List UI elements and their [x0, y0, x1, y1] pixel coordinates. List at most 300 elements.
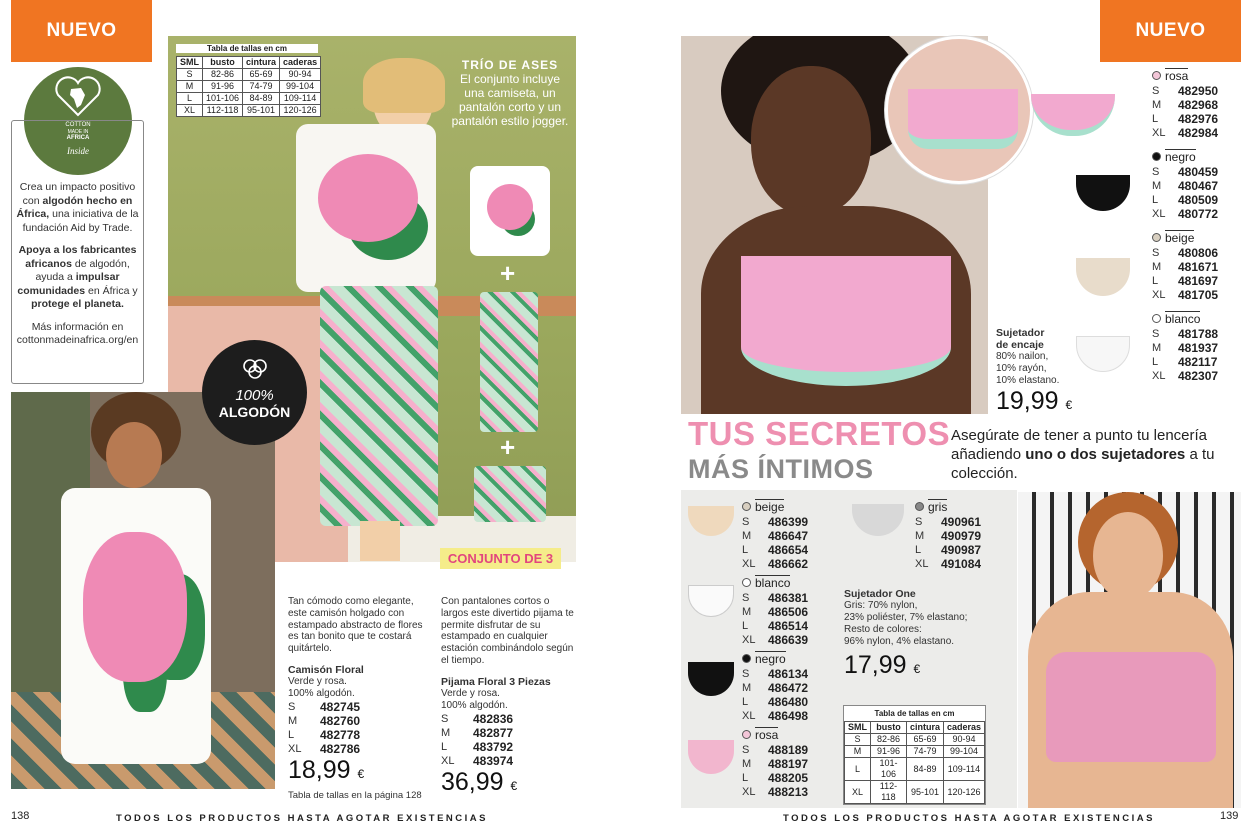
product-code: 483792	[473, 739, 514, 754]
color-dot-icon	[742, 502, 751, 511]
pijama-name: Pijama Floral 3 Piezas	[441, 675, 551, 688]
product-code: 481705	[1178, 288, 1219, 302]
one-bra-thumb-beige	[686, 498, 736, 544]
size-code-row	[742, 785, 832, 799]
size-table-row	[845, 758, 985, 781]
lace-bra-color-list	[1152, 68, 1242, 392]
color-header	[742, 499, 832, 514]
page-number-left: 138	[11, 810, 30, 822]
cotton-badge-pct: 100%	[235, 387, 274, 404]
product-code: 480467	[1178, 179, 1219, 193]
color-dot-icon	[742, 578, 751, 587]
color-name: beige	[755, 500, 785, 514]
color-header	[742, 651, 832, 666]
size-table-cell: 101-106	[203, 93, 243, 105]
size-label: S	[742, 592, 750, 604]
product-code: 490987	[941, 543, 982, 557]
size-label: S	[742, 668, 750, 680]
size-label: M	[288, 714, 298, 727]
size-table-cell: 65-69	[906, 734, 943, 746]
size-label: S	[742, 744, 750, 756]
size-table-cell: 91-96	[871, 746, 907, 758]
size-label: L	[1152, 275, 1159, 287]
size-table-row	[845, 781, 985, 804]
lace-bra-comp-2: 10% rayón,	[996, 363, 1047, 374]
nightdress-flower	[83, 532, 187, 682]
size-table-header: SML	[845, 722, 871, 734]
size-table-cell: XL	[177, 105, 203, 117]
color-name: gris	[928, 500, 948, 514]
product-code: 486480	[768, 695, 809, 709]
size-label: M	[1152, 99, 1162, 111]
color-variant-rosa	[742, 727, 832, 799]
product-code: 482976	[1178, 112, 1219, 126]
color-variant-blanco	[742, 575, 832, 647]
size-code-row	[1152, 288, 1242, 302]
size-table-cell: 84-89	[243, 93, 280, 105]
size-code-row	[441, 740, 576, 754]
size-table-cell: 74-79	[906, 746, 943, 758]
size-label: L	[441, 740, 448, 753]
color-header	[915, 499, 1005, 514]
pink-one-bra	[1046, 652, 1216, 762]
size-table-cell: 101-106	[871, 758, 907, 781]
pijama-size-list	[441, 712, 576, 768]
color-name: blanco	[1165, 312, 1201, 326]
pijama-product	[441, 596, 576, 800]
size-table-cell: 95-101	[906, 781, 943, 804]
one-bra-comp-2: 23% poliéster, 7% elastano;	[844, 612, 968, 623]
size-table-row	[177, 69, 321, 81]
product-code: 490961	[941, 515, 982, 529]
size-code-row	[742, 543, 832, 557]
product-code: 480772	[1178, 207, 1219, 221]
africa-heart-icon	[53, 75, 103, 117]
size-label: M	[742, 606, 752, 618]
one-bra-thumb-blanco	[686, 577, 736, 627]
size-table-cell: L	[845, 758, 871, 781]
one-bra-thumb-gris	[850, 496, 906, 546]
size-label: XL	[742, 786, 756, 798]
size-table-header: busto	[203, 57, 243, 69]
lace-bra-thumb-rosa	[1023, 80, 1123, 150]
cotton-info-p3: Más información en cottonmadeinafrica.org/en	[16, 320, 139, 346]
nightdress-photo	[11, 392, 275, 789]
product-code: 482778	[320, 727, 361, 742]
model-face-3	[751, 66, 871, 216]
size-table-bra-caption: Tabla de tallas en cm	[874, 709, 955, 718]
size-label: XL	[742, 634, 756, 646]
size-code-row	[288, 728, 433, 742]
size-label: L	[1152, 113, 1159, 125]
size-label: XL	[1152, 127, 1166, 139]
pants-thumb	[480, 292, 538, 432]
size-table-bra-wrap	[843, 705, 986, 805]
product-code: 491084	[941, 557, 982, 571]
size-code-row	[288, 742, 433, 756]
size-table-header: caderas	[943, 722, 984, 734]
model-face-2	[106, 422, 162, 488]
cotton-info-p1: Crea un impacto positivo con algodón hecho en África, una iniciativa de la fundación Aid by Trade.	[16, 181, 139, 234]
one-bra-price: 17,99 €	[844, 651, 921, 679]
size-table-header: cintura	[243, 57, 280, 69]
plus-sign-1: +	[500, 258, 516, 288]
product-code: 490979	[941, 529, 982, 543]
size-label: XL	[1152, 370, 1166, 382]
size-table-header: cintura	[906, 722, 943, 734]
size-table-cell: 112-118	[871, 781, 907, 804]
logo-line2: MADE IN	[67, 129, 89, 135]
product-code: 482950	[1178, 84, 1219, 98]
product-code: 481671	[1178, 260, 1219, 274]
color-dot-icon	[1152, 314, 1161, 323]
size-code-row	[441, 726, 576, 740]
size-table-row	[845, 746, 985, 758]
camison-price: 18,99 €	[288, 755, 365, 784]
size-table-cell: 82-86	[871, 734, 907, 746]
trio-text	[451, 58, 569, 128]
lace-bra-name-l2: de encaje	[996, 339, 1044, 351]
tagline: Asegúrate de tener a punto tu lencería añadiendo uno o dos sujetadores a tu colección.	[951, 427, 1215, 482]
size-label: S	[441, 712, 449, 725]
cotton-info-box	[11, 120, 144, 384]
color-dot-icon	[1152, 71, 1161, 80]
size-code-row	[288, 700, 433, 714]
one-bra-thumb-rosa	[686, 732, 736, 784]
cotton-flower-icon	[240, 356, 270, 382]
size-code-row	[441, 754, 576, 768]
size-table-row	[177, 93, 321, 105]
color-header	[1152, 311, 1242, 326]
size-label: XL	[288, 742, 302, 755]
cotton-badge-label: ALGODÓN	[218, 404, 291, 420]
product-code: 482836	[473, 711, 514, 726]
cotton-100-badge	[202, 340, 307, 445]
lace-bra-comp-3: 10% elastano.	[996, 375, 1060, 386]
product-code: 481788	[1178, 327, 1219, 341]
bra-back-detail	[885, 36, 1033, 184]
product-code: 480459	[1178, 165, 1219, 179]
model-legs	[360, 521, 400, 561]
size-table-cell: 84-89	[906, 758, 943, 781]
size-code-row	[742, 667, 832, 681]
size-code-row	[441, 712, 576, 726]
size-code-row	[1152, 246, 1242, 260]
size-code-row	[742, 591, 832, 605]
color-name: blanco	[755, 576, 791, 590]
lace-bra-thumb-blanco	[1072, 328, 1134, 380]
size-label: M	[441, 726, 451, 739]
color-dot-icon	[1152, 152, 1161, 161]
size-code-row	[915, 515, 1005, 529]
size-label: L	[742, 620, 749, 632]
size-code-row	[1152, 126, 1242, 140]
size-code-row	[1152, 179, 1242, 193]
product-code: 486514	[768, 619, 809, 633]
nuevo-badge-left: NUEVO	[11, 0, 152, 62]
size-table-cell: 95-101	[243, 105, 280, 117]
size-table-cell: S	[845, 734, 871, 746]
size-code-row	[742, 757, 832, 771]
headline	[688, 416, 950, 486]
color-variant-blanco	[1152, 311, 1242, 383]
size-code-row	[915, 557, 1005, 571]
size-code-row	[1152, 207, 1242, 221]
size-code-row	[915, 529, 1005, 543]
color-header	[1152, 149, 1242, 164]
color-variant-negro	[742, 651, 832, 723]
trio-title: TRÍO DE ASES	[461, 58, 559, 72]
size-table-cell: 109-114	[280, 93, 321, 105]
size-label: M	[915, 530, 925, 542]
size-label: XL	[915, 558, 929, 570]
camison-product	[288, 596, 433, 802]
product-code: 488205	[768, 771, 809, 785]
color-header	[1152, 68, 1242, 83]
pijama-details: Verde y rosa.	[441, 687, 500, 699]
camison-desc: Tan cómodo como elegante, este camisón holgado con estampado abstracto de flores es tan bonito que te costará quitártelo.	[288, 596, 423, 655]
size-label: S	[1152, 328, 1160, 340]
size-table-cell: S	[177, 69, 203, 81]
color-name: rosa	[1165, 69, 1189, 83]
headline-line2: MÁS ÍNTIMOS	[688, 454, 874, 484]
product-code: 480509	[1178, 193, 1219, 207]
product-code: 486639	[768, 633, 809, 647]
size-code-row	[742, 771, 832, 785]
size-code-row	[742, 619, 832, 633]
model-face-4	[1093, 512, 1163, 600]
size-label: S	[1152, 247, 1160, 259]
camison-size-note: Tabla de tallas en la página 128	[288, 789, 422, 801]
color-variant-beige	[742, 499, 832, 571]
size-code-row	[1152, 369, 1242, 383]
size-label: M	[1152, 261, 1162, 273]
size-label: L	[1152, 356, 1159, 368]
conjunto-label: CONJUNTO DE 3	[440, 548, 561, 569]
footer-left: TODOS LOS PRODUCTOS HASTA AGOTAR EXISTENCIAS	[116, 813, 488, 824]
size-code-row	[1152, 98, 1242, 112]
model-pants	[320, 286, 438, 526]
product-code: 481937	[1178, 341, 1219, 355]
size-label: XL	[1152, 289, 1166, 301]
size-code-row	[742, 709, 832, 723]
lace-bra-name-l1: Sujetador	[996, 327, 1045, 339]
size-label: M	[1152, 180, 1162, 192]
product-code: 482117	[1178, 355, 1218, 369]
lace-bra-comp-1: 80% nailon,	[996, 351, 1049, 362]
size-label: M	[742, 682, 752, 694]
size-table-header: busto	[871, 722, 907, 734]
nuevo-badge-right: NUEVO	[1100, 0, 1241, 62]
color-variant-beige	[1152, 230, 1242, 302]
size-code-row	[742, 515, 832, 529]
product-code: 482984	[1178, 126, 1219, 140]
pink-bra-model-photo	[1018, 492, 1241, 808]
product-code: 486654	[768, 543, 809, 557]
size-table-row	[845, 734, 985, 746]
color-name: rosa	[755, 728, 779, 742]
size-table-header: SML	[177, 57, 203, 69]
product-code: 482745	[320, 699, 361, 714]
size-table-cell: 109-114	[943, 758, 984, 781]
color-variant-gris	[915, 499, 1005, 571]
size-label: L	[288, 728, 295, 741]
size-label: S	[1152, 166, 1160, 178]
size-code-row	[1152, 274, 1242, 288]
logo-tag: Inside	[67, 146, 89, 156]
tshirt-thumb	[470, 166, 550, 256]
pijama-material: 100% algodón.	[441, 699, 508, 711]
size-table-row	[177, 81, 321, 93]
color-header	[742, 575, 832, 590]
product-code: 488189	[768, 743, 809, 757]
size-label: L	[915, 544, 922, 556]
size-code-row	[742, 681, 832, 695]
size-table-bra	[844, 721, 985, 804]
size-table-row	[177, 105, 321, 117]
color-variant-negro	[1152, 149, 1242, 221]
size-code-row	[1152, 260, 1242, 274]
product-code: 482968	[1178, 98, 1219, 112]
product-code: 482307	[1178, 369, 1219, 383]
tshirt-flower	[318, 154, 418, 242]
plus-sign-2: +	[500, 432, 516, 462]
size-table-cell: 91-96	[203, 81, 243, 93]
pink-lace-bra	[741, 256, 951, 386]
color-header	[1152, 230, 1242, 245]
size-label: L	[1152, 194, 1159, 206]
one-bra-comp-1: Gris: 70% nylon,	[844, 600, 918, 611]
product-code: 482786	[320, 741, 361, 756]
color-dot-icon	[742, 730, 751, 739]
camison-material: 100% algodón.	[288, 687, 355, 699]
one-bra-comp-3: Resto de colores:	[844, 624, 922, 635]
size-label: L	[742, 544, 749, 556]
size-label: L	[742, 772, 749, 784]
size-table-cell: 120-126	[280, 105, 321, 117]
headline-line1: TUS SECRETOS	[688, 415, 951, 452]
size-label: S	[742, 516, 750, 528]
one-bra-thumb-negro	[686, 654, 736, 704]
size-label: XL	[441, 754, 455, 767]
product-code: 482877	[473, 725, 514, 740]
one-bra-name: Sujetador One	[844, 588, 916, 600]
lace-bra-thumb-negro	[1072, 165, 1134, 220]
size-code-row	[288, 714, 433, 728]
footer-right: TODOS LOS PRODUCTOS HASTA AGOTAR EXISTENCIAS	[783, 813, 1155, 824]
size-code-row	[1152, 327, 1242, 341]
size-table-cell: 120-126	[943, 781, 984, 804]
trio-body: El conjunto incluye una camiseta, un pantalón corto y un pantalón estilo jogger.	[451, 72, 569, 128]
product-code: 483974	[473, 753, 514, 768]
product-code: 486399	[768, 515, 809, 529]
lace-bra-thumb-beige	[1072, 248, 1134, 306]
size-code-row	[915, 543, 1005, 557]
color-variant-rosa	[1152, 68, 1242, 140]
product-code: 486498	[768, 709, 809, 723]
color-dot-icon	[742, 654, 751, 663]
size-code-row	[742, 557, 832, 571]
pijama-desc: Con pantalones cortos o largos este divertido pijama te permite disfrutar de su estampado en cualquier estación combinándolo según el tiempo.	[441, 596, 574, 666]
size-label: M	[742, 530, 752, 542]
size-table-cell: M	[845, 746, 871, 758]
size-code-row	[1152, 355, 1242, 369]
size-label: S	[1152, 85, 1160, 97]
size-table-pajama	[176, 56, 321, 117]
color-dot-icon	[1152, 233, 1161, 242]
size-code-row	[742, 605, 832, 619]
camison-size-list	[288, 700, 433, 756]
size-table-cell: 99-104	[280, 81, 321, 93]
size-code-row	[742, 633, 832, 647]
lace-bra-price: 19,99 €	[996, 387, 1073, 415]
cotton-info-p2: Apoya a los fabricantes africanos de algodón, ayuda a impulsar comunidades en África y protege el planeta.	[17, 244, 138, 310]
camison-name: Camisón Floral	[288, 663, 364, 676]
page-number-right: 139	[1220, 810, 1239, 822]
product-code: 486134	[768, 667, 809, 681]
size-code-row	[1152, 341, 1242, 355]
product-code: 486662	[768, 557, 809, 571]
size-code-row	[742, 743, 832, 757]
size-table-cell: 99-104	[943, 746, 984, 758]
size-table-header: caderas	[280, 57, 321, 69]
size-code-row	[742, 529, 832, 543]
one-bra-comp-4: 96% nylon, 4% elastano.	[844, 636, 955, 647]
size-code-row	[1152, 193, 1242, 207]
size-table-cell: L	[177, 93, 203, 105]
size-label: XL	[742, 558, 756, 570]
one-bra-color-list-left	[742, 499, 832, 803]
size-code-row	[1152, 112, 1242, 126]
camison-details: Verde y rosa.	[288, 675, 347, 687]
color-name: negro	[1165, 150, 1196, 164]
product-code: 486472	[768, 681, 809, 695]
size-label: S	[288, 700, 296, 713]
color-name: beige	[1165, 231, 1195, 245]
size-table-cell: 65-69	[243, 69, 280, 81]
size-table-cell: XL	[845, 781, 871, 804]
size-table-cell: 90-94	[943, 734, 984, 746]
pijama-price: 36,99 €	[441, 767, 518, 796]
one-bra-color-list-right	[915, 499, 1005, 575]
size-table-caption: Tabla de tallas en cm	[176, 44, 318, 53]
size-code-row	[742, 695, 832, 709]
size-table-cell: 74-79	[243, 81, 280, 93]
color-name: negro	[755, 652, 786, 666]
size-label: XL	[742, 710, 756, 722]
product-code: 481697	[1178, 274, 1219, 288]
size-table-cell: 82-86	[203, 69, 243, 81]
logo-line3: AFRICA	[66, 135, 90, 141]
size-label: S	[915, 516, 923, 528]
size-label: XL	[1152, 208, 1166, 220]
size-table-cell: 90-94	[280, 69, 321, 81]
product-code: 486647	[768, 529, 809, 543]
product-code: 480806	[1178, 246, 1219, 260]
one-bra-info	[844, 588, 1004, 683]
size-table-cell: 112-118	[203, 105, 243, 117]
color-dot-icon	[915, 502, 924, 511]
product-code: 486506	[768, 605, 809, 619]
size-table-cell: M	[177, 81, 203, 93]
size-code-row	[1152, 165, 1242, 179]
size-label: L	[742, 696, 749, 708]
size-code-row	[1152, 84, 1242, 98]
product-code: 486381	[768, 591, 809, 605]
product-code: 482760	[320, 713, 361, 728]
model-hair	[363, 58, 445, 113]
size-label: M	[1152, 342, 1162, 354]
